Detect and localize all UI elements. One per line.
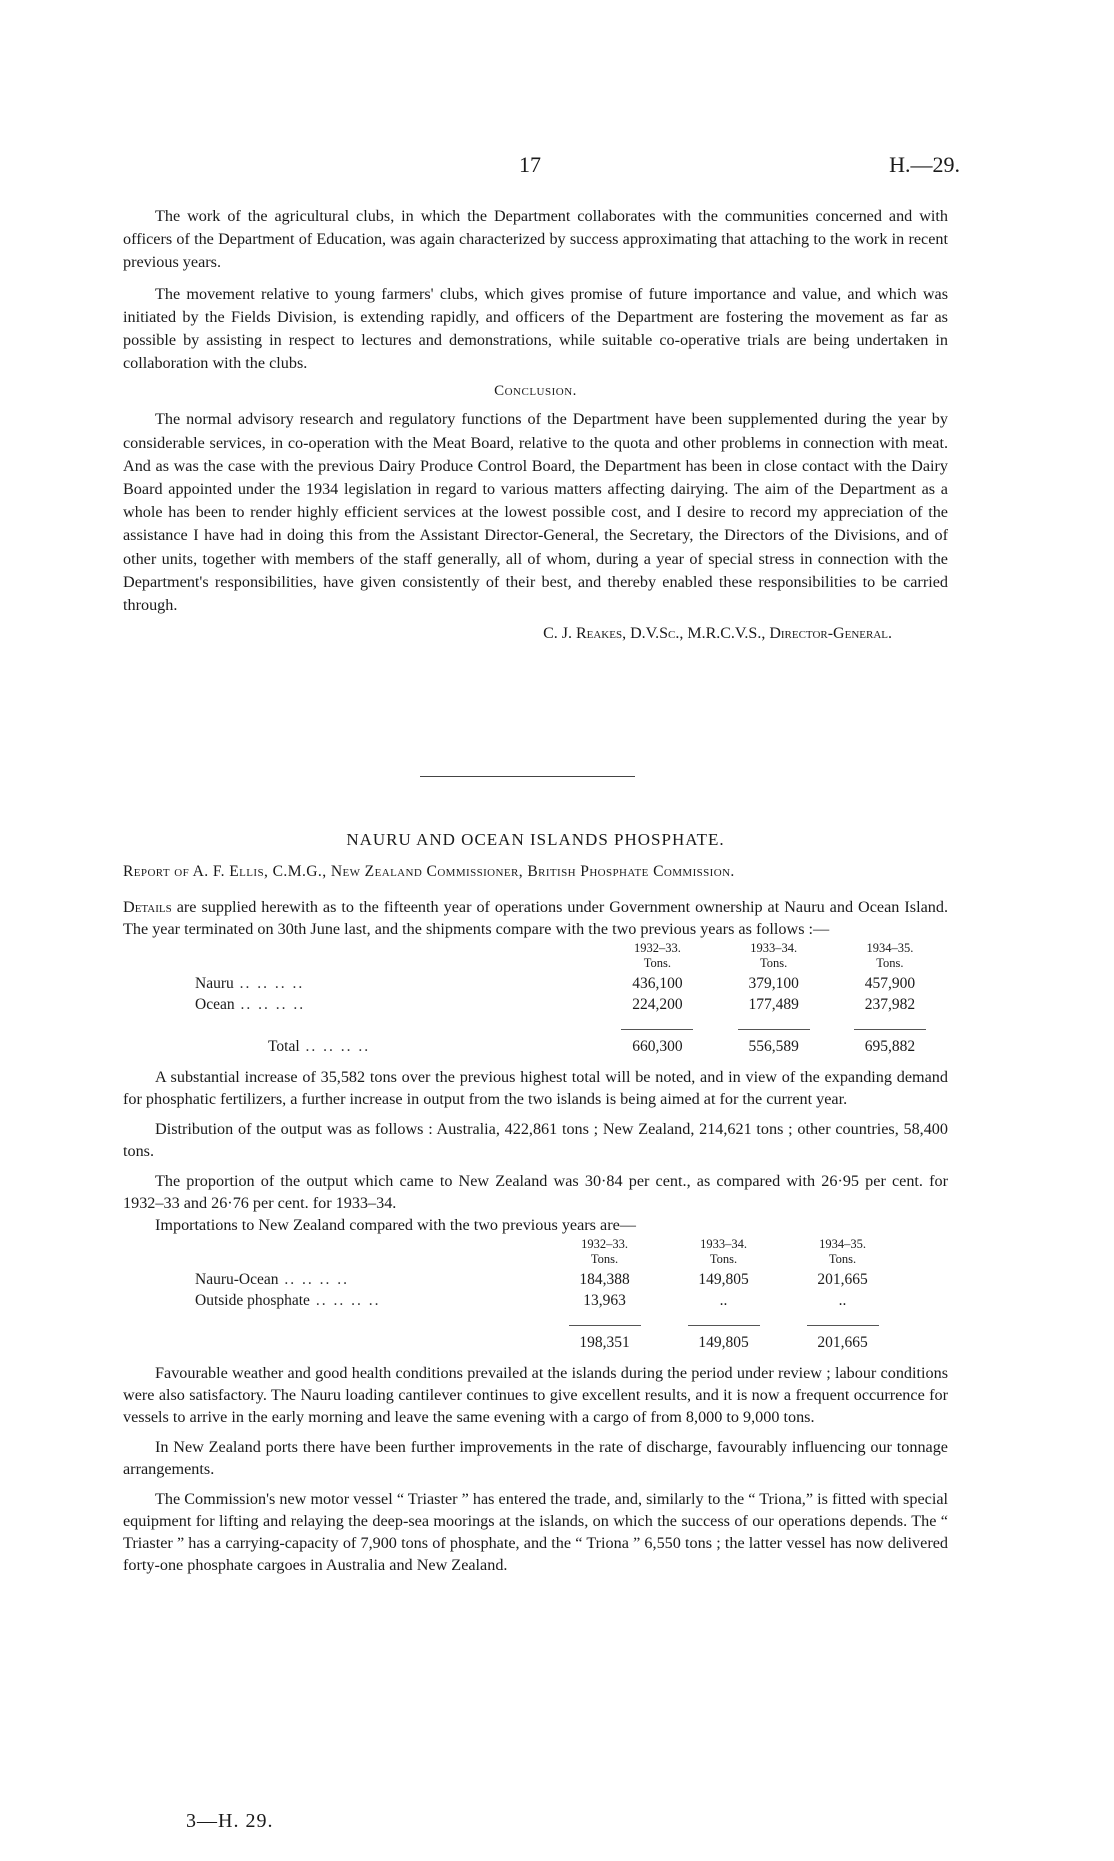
table-cell: 198,351 (579, 1334, 630, 1351)
table-cell: 201,665 (817, 1334, 868, 1351)
report-byline: Report of A. F. Ellis, C.M.G., New Zealand Commissioner, British Phosphate Commission. (123, 863, 735, 880)
leader-dots: .. .. .. .. (234, 996, 306, 1013)
table-cell: 660,300 (632, 1038, 683, 1055)
row-label: Nauru .. .. .. .. (195, 975, 305, 992)
table-cell: 201,665 (817, 1271, 868, 1288)
row-label: Total .. .. .. .. (268, 1038, 371, 1055)
table-cell: 149,805 (698, 1271, 749, 1288)
table-cell: .. (719, 1292, 728, 1309)
table-cell: 556,589 (748, 1038, 799, 1055)
signature: C. J. Reakes, D.V.Sc., M.R.C.V.S., Director-General. (543, 625, 892, 643)
table-row (123, 972, 948, 993)
footer-reference: 3—H. 29. (186, 1810, 274, 1832)
table-cell: 436,100 (632, 975, 683, 992)
table-cell: 184,388 (579, 1271, 630, 1288)
table-cell: 379,100 (748, 975, 799, 992)
paragraph-intro (123, 896, 948, 940)
year-header: 1933–34. Tons. (750, 941, 798, 970)
table-cell: 224,200 (632, 996, 683, 1013)
page-number: 17 (519, 152, 541, 177)
total-row (123, 1035, 948, 1056)
total-row (123, 1331, 902, 1352)
table-cell: 177,489 (748, 996, 799, 1013)
paragraph-young-farmers-clubs: The movement relative to young farmers' clubs, which gives promise of future importance and value, and which was initiated by the Fields Division, is extending rapidly, and officers of the Department are fostering the movement as far as possible by assisting in respect to lectures and demonstrations, while suitable co-operative trials are being undertaken in collaboration with the clubs. (123, 284, 948, 373)
intro-lead: Details (123, 898, 172, 916)
paragraph-importations: Importations to New Zealand compared with the two previous years are— (155, 1216, 636, 1234)
paragraph-distribution: Distribution of the output was as follows : Australia, 422,861 tons ; New Zealand, 214,621 tons ; other countries, 58,400 tons. (123, 1120, 948, 1160)
intro-rest: are supplied herewith as to the fifteenth year of operations under Government ownership at Nauru and Ocean Island. The year terminated on 30th June last, and the shipments compare with the two previous years as follows :— (123, 898, 948, 938)
nauru-section (123, 896, 948, 1584)
year-header: 1933–34. Tons. (700, 1237, 747, 1266)
section-title: NAURU AND OCEAN ISLANDS PHOSPHATE. (346, 830, 725, 849)
paragraph-agricultural-clubs: The work of the agricultural clubs, in which the Department collaborates with the communities concerned and with officers of the Department of Education, was again characterized by success approximating that attaching to the work in recent previous years. (123, 207, 948, 272)
table-cell: .. (838, 1292, 847, 1309)
paragraph-increase: A substantial increase of 35,582 tons over the previous highest total will be noted, and in view of the expanding demand for phosphatic fertilizers, a further increase in output from the two islands is being aimed at for the current year. (123, 1068, 948, 1108)
table-cell: 13,963 (583, 1292, 626, 1309)
table-row (123, 993, 948, 1014)
table-row (123, 1289, 902, 1310)
leader-dots: .. .. .. .. (278, 1271, 349, 1288)
table-cell: 149,805 (698, 1334, 749, 1351)
table-row (123, 1268, 902, 1289)
row-label: Nauru-Ocean .. .. .. .. (195, 1271, 349, 1288)
paragraph-vessels: The Commission's new motor vessel “ Triaster ” has entered the trade, and, similarly to the “ Triona,” is fitted with special equipment for lifting and relaying the deep-sea moorings at the islands, on which the success of our operations depends. The “ Triaster ” has a carrying-capacity of 7,900 tons of phosphate, and the “ Triona ” 6,550 tons ; the latter vessel has now delivered forty-one phosphate cargoes in Australia and New Zealand. (123, 1490, 948, 1574)
document-reference: H.—29. (889, 152, 960, 177)
paragraph-proportion: The proportion of the output which came to New Zealand was 30·84 per cent., as compared with 26·95 per cent. for 1932–33 and 26·76 per cent. for 1933–34. (123, 1172, 948, 1212)
paragraph-ports: In New Zealand ports there have been further improvements in the rate of discharge, favourably influencing our tonnage arrangements. (123, 1438, 948, 1478)
year-header: 1934–35. Tons. (819, 1237, 866, 1266)
paragraph-conclusion: The normal advisory research and regulatory functions of the Department have been supplemented during the year by considerable services, in co-operation with the Meat Board, relative to the quota and other problems in connection with meat. And as was the case with the previous Dairy Produce Control Board, the Department has been in close contact with the Dairy Board appointed under the 1934 legislation in regard to various matters affecting dairying. The aim of the Department as a whole has been to render highly efficient services at the lowest possible cost, and I desire to record my appreciation of the assistance I have had in doing this from the Assistant Director-General, the Secretary, the Directors of the Divisions, and of other units, together with members of the staff generally, all of whom, during a year of special stress in connection with the Department's responsibilities, have given consistently of their best, and thereby enabled these responsibilities to be carried through. (123, 410, 948, 615)
table-cell: 695,882 (864, 1038, 916, 1055)
leader-dots: .. .. .. .. (233, 975, 305, 992)
row-label: Outside phosphate .. .. .. .. (195, 1292, 381, 1309)
leader-dots: .. .. .. .. (299, 1038, 371, 1055)
row-label: Ocean .. .. .. .. (195, 996, 306, 1013)
table-cell: 457,900 (864, 975, 916, 992)
section-divider (420, 776, 635, 777)
year-header: 1934–35. Tons. (866, 941, 914, 970)
year-header: 1932–33. Tons. (633, 941, 681, 970)
paragraph-weather: Favourable weather and good health conditions prevailed at the islands during the period under review ; labour conditions were also satisfactory. The Nauru loading cantilever continues to give excellent results, and it is now a frequent occurrence for vessels to arrive in the early morning and leave the same evening with a cargo of from 8,000 to 9,000 tons. (123, 1364, 948, 1426)
year-header: 1932–33. Tons. (581, 1237, 628, 1266)
conclusion-heading: Conclusion. (494, 383, 577, 400)
agriculture-section (123, 205, 948, 643)
shipments-table (123, 940, 948, 1056)
table-cell: 237,982 (864, 996, 916, 1013)
imports-table (123, 1236, 902, 1352)
leader-dots: .. .. .. .. (309, 1292, 381, 1309)
